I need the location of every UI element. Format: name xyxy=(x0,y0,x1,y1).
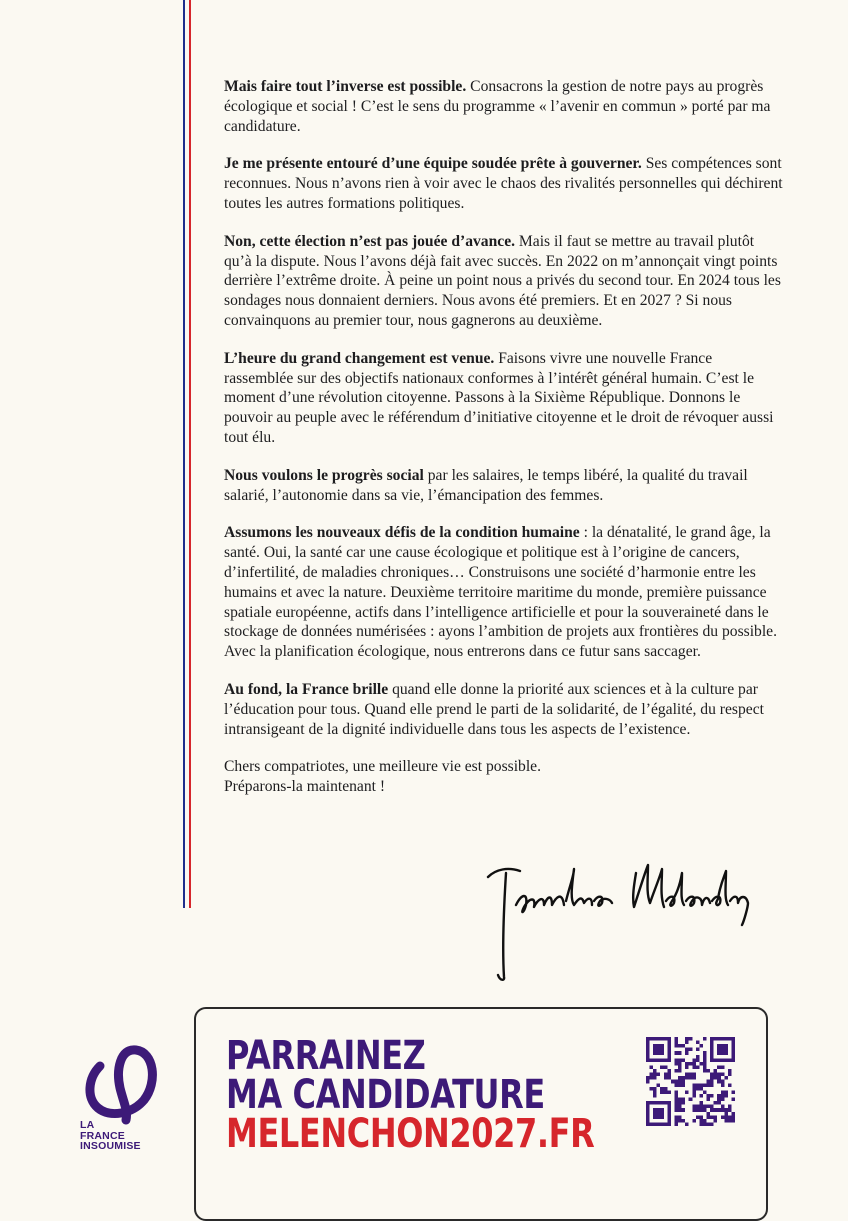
paragraph-lead: Je me présente entouré d’une équipe soudée prête à gouverner. xyxy=(224,155,642,173)
cta-heading-line-2: MA CANDIDATURE xyxy=(226,1072,545,1118)
closing-line-1: Chers compatriotes, une meilleure vie est possible. xyxy=(224,758,541,776)
paragraph-text: Consacrons la gestion de notre pays au progrès écologique et social ! C’est le sens du programme « l’avenir en commun » porté par ma candidature. xyxy=(224,78,771,135)
cta-website-link[interactable]: MELENCHON2027.FR xyxy=(226,1111,595,1157)
paragraph-text: Faisons vivre une nouvelle France rassemblée sur des objectifs nationaux conformes à l’intérêt général humain. C’est le moment d’une révolution citoyenne. Passons à la Sixième République. Donnons le pouvoir au peuple avec le référendum d’initiative citoyenne et le droit de révoquer aussi tout élu. xyxy=(224,349,774,446)
paragraph-lead: Non, cette élection n’est pas jouée d’avance. xyxy=(224,232,516,250)
logo-line-3: INSOUMISE xyxy=(80,1140,141,1152)
cta-heading-line-1: PARRAINEZ xyxy=(226,1033,426,1079)
paragraph-4 xyxy=(224,349,784,448)
paragraph-2 xyxy=(224,154,784,213)
paragraph-lead: L’heure du grand changement est venue. xyxy=(224,349,495,367)
paragraph-5 xyxy=(224,466,784,506)
paragraph-text: Mais il faut se mettre au travail plutôt qu’à la dispute. Nous l’avons déjà fait avec succès. En 2022 on m’annonçait vingt points derrière l’extrême droite. À peine un point nous a privés du second tour. En 2024 tous les sondages nous donnaient derniers. Nous avons été premiers. Et en 2027 ? Si nous convainquons au premier tour, nous gagnerons au deuxième. xyxy=(224,232,781,329)
logo-line-1: LA xyxy=(80,1119,95,1131)
paragraph-7 xyxy=(224,680,784,739)
paragraph-text: : la dénatalité, le grand âge, la santé. Oui, la santé car une cause écologique et politique est à l’origine de cancers, d’infertilité, de maladies chroniques… Construisons une société d’harmonie entre les humains et avec la nature. Deuxième territoire maritime du monde, première puissance spatiale européenne, actifs dans l’intelligence artificielle et pour la souveraineté dans le stockage de données numérisées : ayons l’ambition de projets aux frontières du possible. Avec la planification écologique, nous entrerons dans ce futur sans saccager. xyxy=(224,524,778,661)
closing xyxy=(224,757,784,797)
paragraph-lead: Nous voulons le progrès social xyxy=(224,466,424,484)
handwritten-signature xyxy=(486,855,756,985)
paragraph-lead: Assumons les nouveaux défis de la condition humaine xyxy=(224,524,580,542)
blue-stripe xyxy=(183,0,185,908)
paragraph-text: Ses compétences sont reconnues. Nous n’avons rien à voir avec le chaos des rivalités personnelles qui déchirent toutes les autres formations politiques. xyxy=(224,155,783,212)
paragraph-text: par les salaires, le temps libéré, la qualité du travail salarié, l’autonomie dans sa vie, l’émancipation des femmes. xyxy=(224,466,748,504)
tricolor-stripes xyxy=(183,0,192,908)
paragraph-text: quand elle donne la priorité aux sciences et à la culture par l’éducation pour tous. Quand elle prend le parti de la solidarité, de l’égalité, du respect intransigeant de la dignité individuelle dans tous les aspects de l’existence. xyxy=(224,680,764,738)
logo-line-2: FRANCE xyxy=(80,1129,125,1142)
paragraph-lead: Mais faire tout l’inverse est possible. xyxy=(224,78,467,95)
letter-body xyxy=(224,77,784,815)
paragraph-1 xyxy=(224,77,784,136)
closing-line-2: Préparons-la maintenant ! xyxy=(224,778,386,796)
qr-code[interactable] xyxy=(646,1037,735,1126)
logo-wordmark xyxy=(80,1120,141,1152)
red-stripe xyxy=(189,0,191,908)
paragraph-3 xyxy=(224,232,784,331)
white-stripe xyxy=(186,0,188,908)
paragraph-lead: Au fond, la France brille xyxy=(224,680,389,698)
paragraph-6 xyxy=(224,523,784,662)
